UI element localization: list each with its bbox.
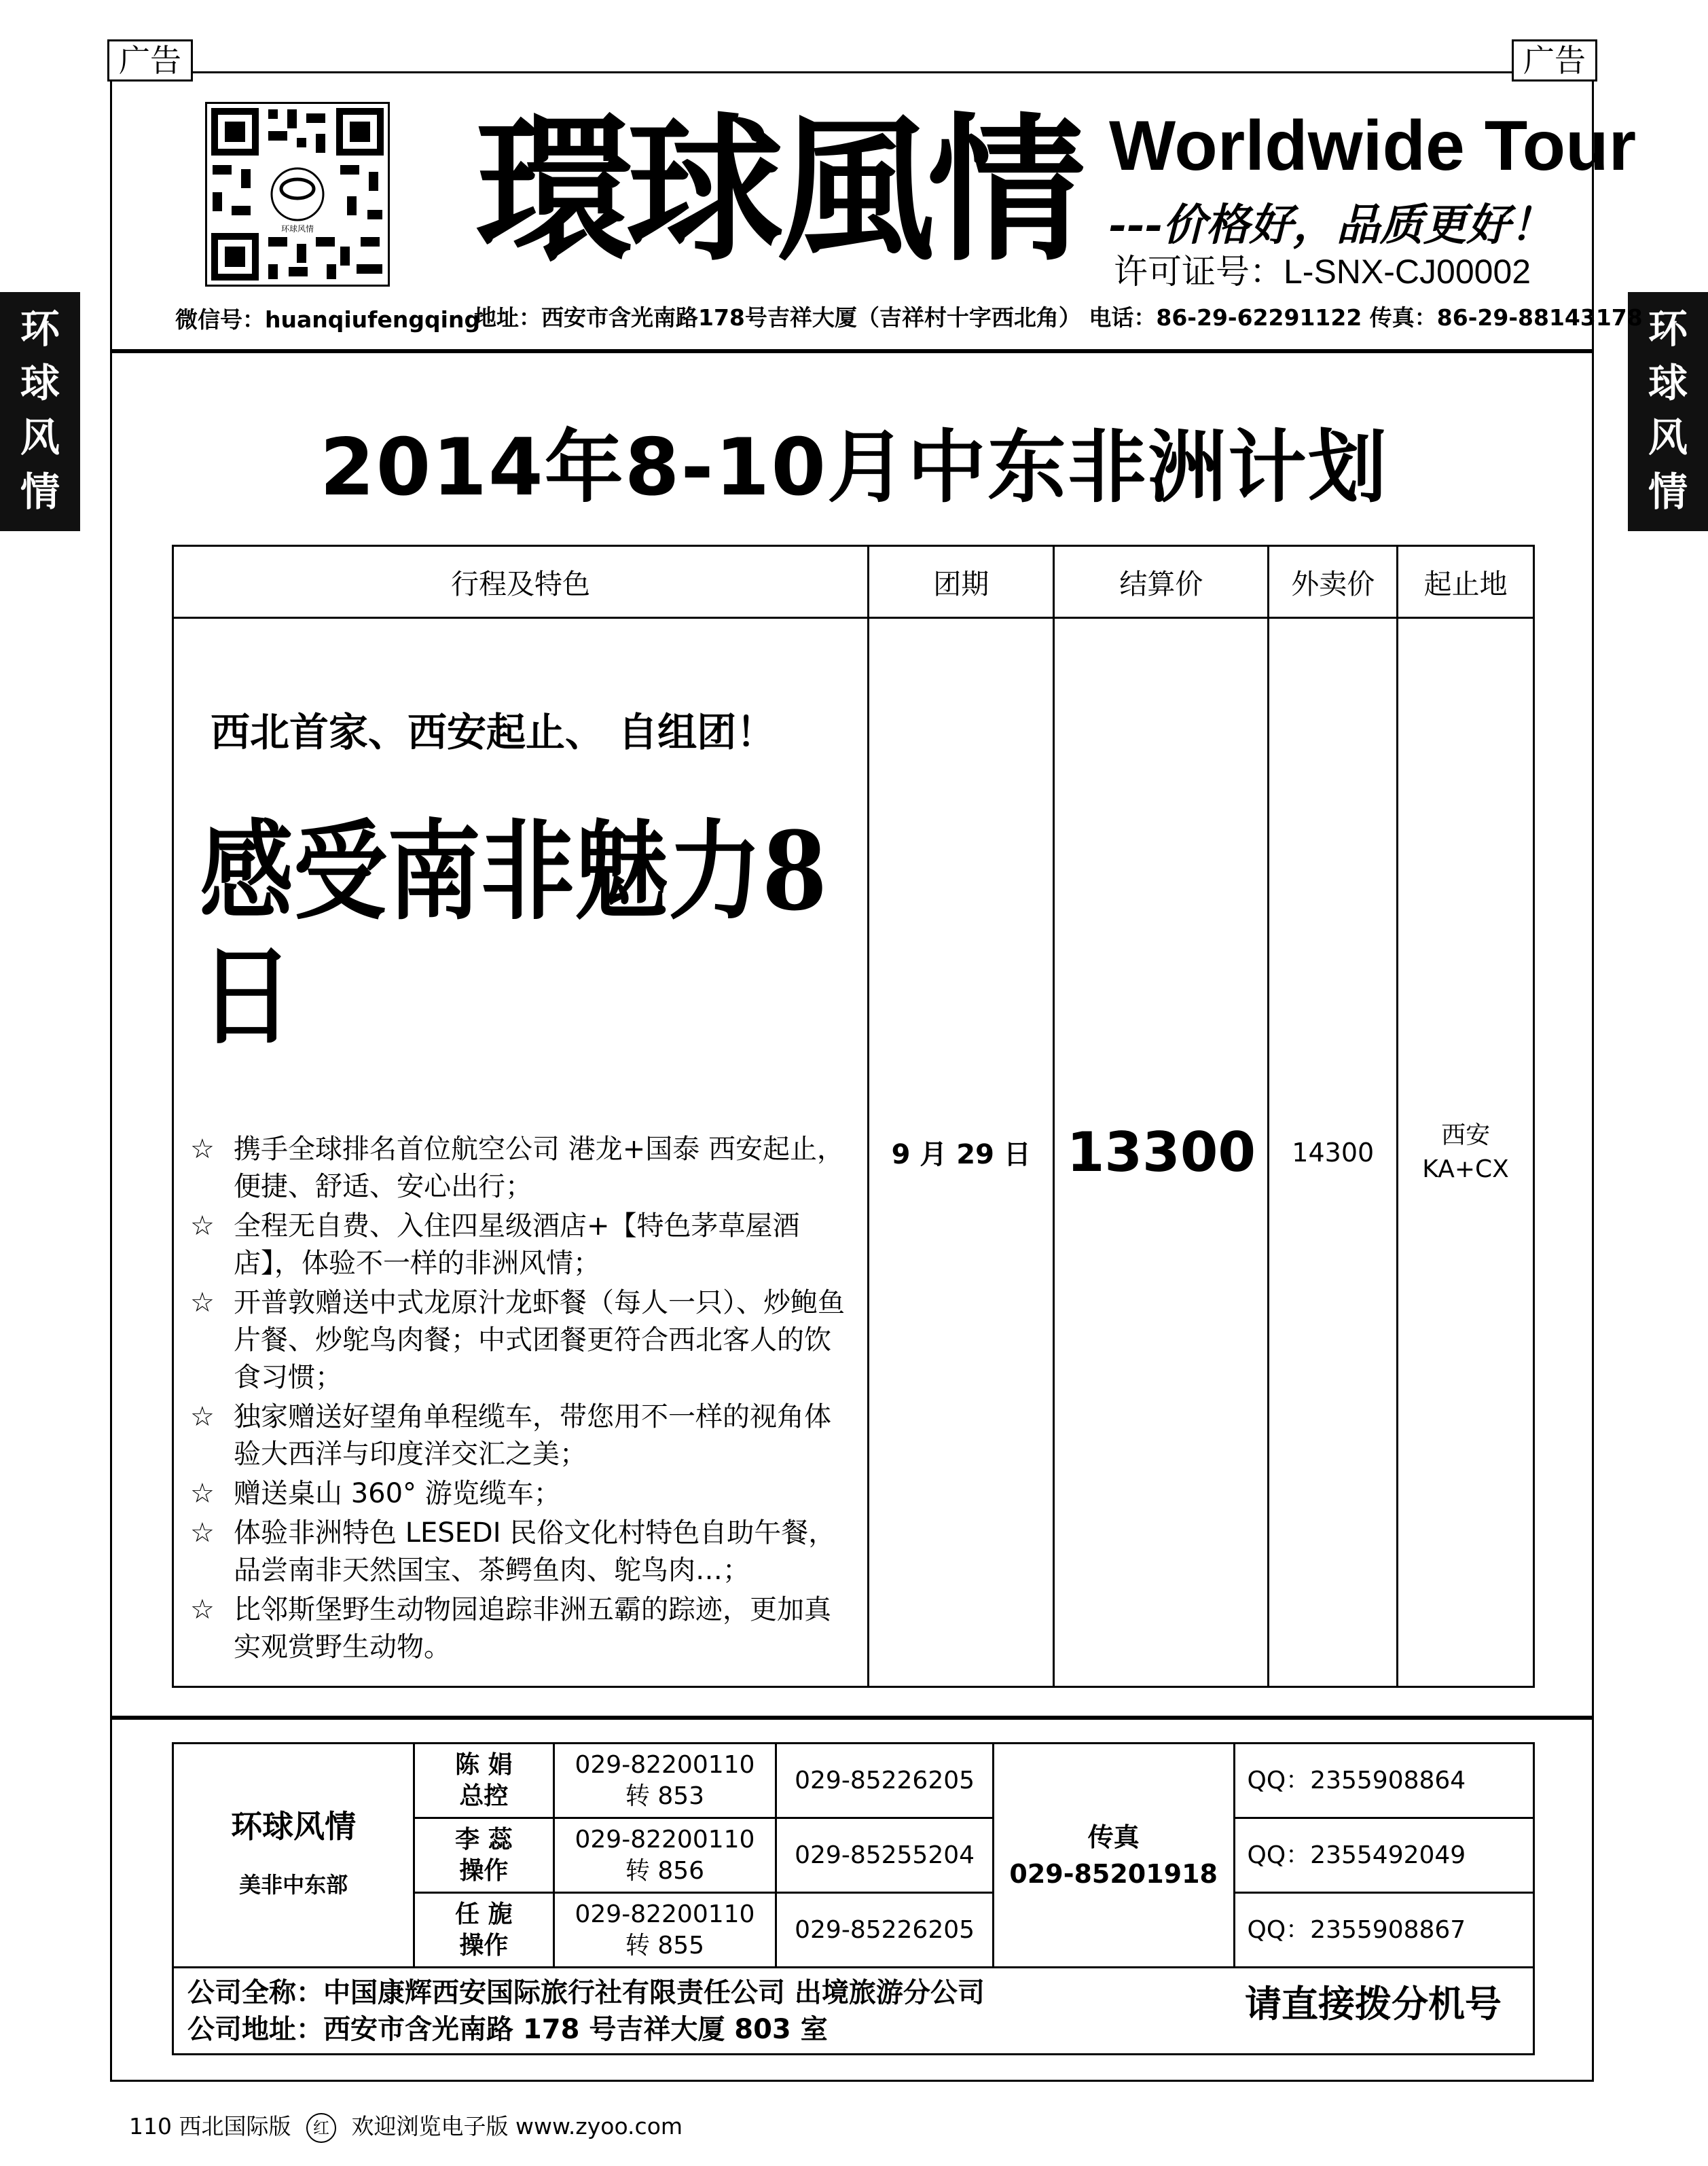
star-icon: ☆ bbox=[190, 1134, 215, 1165]
company-cell bbox=[173, 1968, 1534, 2055]
contact-phone-cell bbox=[553, 1818, 776, 1893]
feature-item bbox=[190, 1284, 854, 1396]
contact-direct: 029-85226205 bbox=[776, 1744, 994, 1818]
itinerary-cell bbox=[173, 618, 869, 1687]
contact-qq: QQ：2355908864 bbox=[1234, 1744, 1534, 1818]
star-icon: ☆ bbox=[190, 1287, 215, 1318]
feature-item bbox=[190, 1515, 854, 1589]
qr-code-graphic bbox=[207, 104, 388, 285]
feature-text: 体验非洲特色 LESEDI 民俗文化村特色自助午餐，品尝南非天然国宝、茶鳄鱼肉、鸵鸟肉…； bbox=[234, 1517, 836, 1586]
contact-ext: 转 855 bbox=[625, 1931, 705, 1960]
contact-ext: 转 856 bbox=[625, 1856, 705, 1885]
wechat-id: 微信号：huanqiufengqing bbox=[175, 306, 481, 333]
fax-cell bbox=[993, 1744, 1234, 1968]
contact-qq: QQ：2355492049 bbox=[1234, 1818, 1534, 1893]
feature-text: 携手全球排名首位航空公司 港龙+国泰 西安起止，便捷、舒适、安心出行； bbox=[234, 1134, 844, 1202]
star-icon: ☆ bbox=[190, 1594, 215, 1625]
feature-text: 比邻斯堡野生动物园追踪非洲五霸的踪迹，更加真实观赏野生动物。 bbox=[234, 1594, 831, 1663]
dept-cell bbox=[173, 1744, 414, 1968]
contact-role: 操作 bbox=[459, 1931, 509, 1960]
contact-phone: 029-82200110 bbox=[575, 1900, 755, 1928]
feature-item bbox=[190, 1475, 854, 1513]
header-divider bbox=[110, 349, 1594, 353]
feature-text: 独家赠送好望角单程缆车，带您用不一样的视角体验大西洋与印度洋交汇之美； bbox=[234, 1401, 831, 1470]
header-date: 团期 bbox=[868, 546, 1053, 618]
star-icon: ☆ bbox=[190, 1401, 215, 1432]
contact-row bbox=[173, 1744, 1534, 1818]
tour-subtitle: 西北首家、西安起止、 自组团！ bbox=[211, 709, 776, 755]
address-line: 地址：西安市含光南路178号吉祥大厦（吉祥村十字西北角） 电话：86-29-62291122 传真：86-29-88143178 bbox=[474, 304, 1643, 331]
header-itinerary: 行程及特色 bbox=[173, 546, 869, 618]
feature-item bbox=[190, 1591, 854, 1666]
contact-table bbox=[172, 1742, 1535, 2055]
contact-direct: 029-85226205 bbox=[776, 1893, 994, 1968]
contact-phone-cell bbox=[553, 1744, 776, 1818]
slogan: ---价格好，品质更好！ bbox=[1108, 200, 1554, 251]
contact-role: 总控 bbox=[459, 1782, 509, 1810]
footer-text: 欢迎浏览电子版 www.zyoo.com bbox=[351, 2113, 683, 2140]
contact-divider bbox=[110, 1716, 1594, 1720]
contact-name-cell bbox=[414, 1893, 554, 1968]
tour-row bbox=[173, 618, 1534, 1687]
contact-name: 李 蕊 bbox=[455, 1825, 513, 1854]
fax-number: 029-85201918 bbox=[1009, 1858, 1218, 1889]
contact-phone: 029-82200110 bbox=[575, 1825, 755, 1854]
company-full-name: 公司全称：中国康辉西安国际旅行社有限责任公司 出境旅游分公司 bbox=[187, 1977, 985, 2008]
tour-name: 感受南非魅力8日 bbox=[200, 807, 828, 1060]
contact-name-cell bbox=[414, 1744, 554, 1818]
tour-table-header bbox=[173, 546, 1534, 618]
dept-name: 环球风情 bbox=[231, 1807, 357, 1845]
ad-tag-left: 广告 bbox=[107, 39, 193, 82]
contact-role: 操作 bbox=[459, 1856, 509, 1885]
page-footer bbox=[129, 2109, 683, 2143]
page-label: 110 西北国际版 bbox=[129, 2113, 291, 2140]
publication-logo-icon: 红 bbox=[306, 2113, 336, 2143]
contact-phone-cell bbox=[553, 1893, 776, 1968]
feature-item bbox=[190, 1208, 854, 1282]
star-icon: ☆ bbox=[190, 1517, 215, 1549]
feature-item bbox=[190, 1398, 854, 1473]
header-settlement-price: 结算价 bbox=[1054, 546, 1269, 618]
star-icon: ☆ bbox=[190, 1478, 215, 1509]
page-title: 2014年8-10月中东非洲计划 bbox=[319, 422, 1389, 513]
company-row bbox=[173, 1968, 1534, 2055]
feature-text: 赠送桌山 360° 游览缆车； bbox=[234, 1478, 561, 1509]
header-route: 起止地 bbox=[1398, 546, 1534, 618]
side-tab-left-label: 环球风情 bbox=[20, 306, 60, 515]
airline: KA+CX bbox=[1422, 1155, 1509, 1183]
contact-name: 陈 娟 bbox=[455, 1750, 513, 1779]
license-number: 许可证号：L-SNX-CJ00002 bbox=[1114, 253, 1531, 291]
contact-name-cell bbox=[414, 1818, 554, 1893]
feature-text: 开普敦赠送中式龙原汁龙虾餐（每人一只）、炒鲍鱼片餐、炒鸵鸟肉餐；中式团餐更符合西北客人的饮食习惯； bbox=[234, 1287, 845, 1393]
header-retail-price: 外卖价 bbox=[1269, 546, 1398, 618]
qr-caption: 环球风情 bbox=[272, 223, 323, 234]
retail-price: 14300 bbox=[1269, 618, 1398, 1687]
contact-name: 任 旎 bbox=[455, 1900, 513, 1928]
departure-city: 西安 bbox=[1441, 1121, 1491, 1149]
dept-sub: 美非中东部 bbox=[239, 1871, 348, 1898]
tour-table bbox=[172, 545, 1535, 1688]
settlement-price: 13300 bbox=[1054, 618, 1269, 1687]
feature-list bbox=[190, 1131, 854, 1666]
feature-item bbox=[190, 1131, 854, 1206]
side-tab-right-label: 环球风情 bbox=[1648, 306, 1688, 515]
contact-phone: 029-82200110 bbox=[575, 1750, 755, 1779]
brand-logo: 環球風情 bbox=[475, 97, 1079, 283]
contact-direct: 029-85255204 bbox=[776, 1818, 994, 1893]
company-address: 公司地址：西安市含光南路 178 号吉祥大厦 803 室 bbox=[187, 2013, 828, 2045]
tour-date: 9 月 29 日 bbox=[868, 618, 1053, 1687]
call-note: 请直接拨分机号 bbox=[1245, 1983, 1502, 2025]
english-name: Worldwide Tour bbox=[1109, 107, 1637, 185]
route-cell bbox=[1398, 618, 1534, 1687]
contact-qq: QQ：2355908867 bbox=[1234, 1893, 1534, 1968]
fax-label: 传真 bbox=[1087, 1822, 1140, 1852]
ad-tag-right: 广告 bbox=[1512, 39, 1597, 82]
contact-ext: 转 853 bbox=[625, 1782, 705, 1810]
qr-code bbox=[205, 102, 390, 287]
star-icon: ☆ bbox=[190, 1210, 215, 1242]
feature-text: 全程无自费、入住四星级酒店+【特色茅草屋酒店】，体验不一样的非洲风情； bbox=[234, 1210, 800, 1279]
